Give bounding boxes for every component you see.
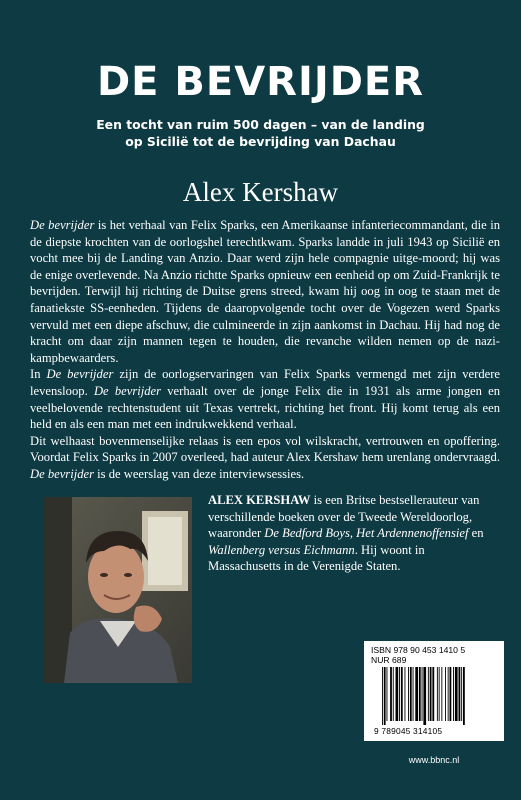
barcode-bar — [408, 667, 409, 721]
book-title-italic: De bevrijder — [30, 466, 94, 481]
isbn-text: ISBN 978 90 453 1410 5 — [371, 645, 466, 655]
bio-author-name: ALEX KERSHAW — [208, 493, 311, 507]
blurb-paragraph-3: Dit welhaast bovenmenselijke relaas is een epos vol wilskracht, vertrouwen en opoffering. Voordat Felix Sparks in 2007 overleed, had auteur Alex Kershaw hem urenlang ondervraagd. De bevrijder is de weerslag van deze interviewsessies. — [30, 433, 500, 481]
barcode-bar — [432, 667, 434, 721]
barcode-bar — [413, 667, 414, 721]
book-subtitle — [0, 116, 521, 150]
barcode-bar — [422, 667, 423, 721]
book-title-1: De Bedford Boys — [264, 526, 350, 541]
barcode-bar — [430, 667, 432, 721]
barcode-bar — [441, 667, 442, 721]
barcode-bar — [396, 667, 399, 721]
blurb-text — [30, 217, 500, 483]
book-title-2: Het Ardennenoffensief — [356, 526, 469, 541]
barcode-bars — [380, 667, 490, 725]
barcode-bar — [453, 667, 454, 721]
book-title-italic: De bevrijder — [30, 218, 95, 232]
barcode-bar — [437, 667, 438, 721]
barcode-number: 9 789045 314105 — [374, 726, 443, 736]
blurb-paragraph-1: De bevrijder is het verhaal van Felix Sparks, een Amerikaanse infanteriecommandant, die in de diepste krochten van de oorlogshel terechtkwam. Sparks landde in juli 1943 op Sicilië en vocht mee bij de Landing van Anzio. Daar werd zijn hele compagnie uitge-moord; hij was de enige overlevende. Na Anzio richtte Sparks opnieuw een eenheid op om Zuid-Frankrijk te bevrijden. Terwijl hij richting de Duitse grens streed, kwam hij oog in oog te staan met de fanatiekste SS-eenheden. Tijdens de daaropvolgende tocht over de Vogezen werd Sparks vervuld met een diepe afschuw, die culmineerde in zijn aankomst in Dachau. Hij had nog de kracht om daar zijn mannen tegen te houden, die revanche wilden nemen op de nazi-kampbewaarders. — [30, 218, 500, 365]
book-title-italic: De bevrijder — [93, 383, 162, 398]
book-title-italic: De bevrijder — [46, 367, 114, 382]
barcode-bar — [415, 667, 418, 721]
book-title: DE BEVRIJDER — [96, 59, 425, 105]
author-portrait-illustration — [44, 497, 192, 683]
barcode-bar — [448, 667, 449, 721]
barcode-bar — [419, 667, 421, 721]
nur-code: NUR 689 — [371, 655, 407, 665]
barcode-bar — [423, 667, 426, 725]
barcode-bar — [382, 667, 383, 725]
barcode-bar — [399, 667, 400, 721]
author-photo — [44, 497, 192, 683]
barcode-bar — [459, 667, 461, 721]
barcode-bar — [405, 667, 406, 721]
barcode-bar — [401, 667, 403, 721]
barcode-bar — [393, 667, 394, 721]
barcode-bar — [455, 667, 458, 721]
barcode-bar — [463, 667, 465, 725]
barcode-bar — [450, 667, 452, 721]
author-name: Alex Kershaw — [182, 177, 339, 207]
barcode-bar — [428, 667, 429, 721]
barcode-bar — [384, 667, 386, 725]
barcode-panel — [364, 641, 504, 741]
blurb-paragraph-2: In De bevrijder zijn de oorlogservaringen van Felix Sparks vermengd met zijn verdere levensloop. De bevrijder verhaalt over de jonge Felix die in 1931 als arme jongen en veelbelovende rechtenstudent uit Texas vertrekt, richting het front. Hij komt terug als een held en als een man met een indrukwekkend verhaal. — [30, 367, 500, 432]
subtitle-line-2: op Sicilië tot de bevrijding van Dachau — [125, 134, 396, 149]
barcode-bar — [387, 667, 388, 721]
barcode-bar — [445, 667, 446, 721]
author-bio: ALEX KERSHAW is een Britse bestsellerauteur van verschillende boeken over de Tweede Wereldoorlog, waaronder De Bedford Boys, Het Ardennenoffensief en Wallenberg versus Eichmann. Hij woont in Massachusetts in de Verenigde Staten. — [208, 493, 484, 574]
subtitle-line-1: Een tocht van ruim 500 dagen – van de landing — [96, 117, 425, 132]
barcode-bar — [410, 667, 412, 721]
publisher-website[interactable]: www.bbnc.nl — [408, 755, 460, 765]
book-title-3: Wallenberg versus Eichmann — [208, 542, 355, 557]
barcode-bar — [439, 667, 440, 721]
barcode-bar — [461, 667, 462, 721]
barcode-bar — [390, 667, 392, 721]
